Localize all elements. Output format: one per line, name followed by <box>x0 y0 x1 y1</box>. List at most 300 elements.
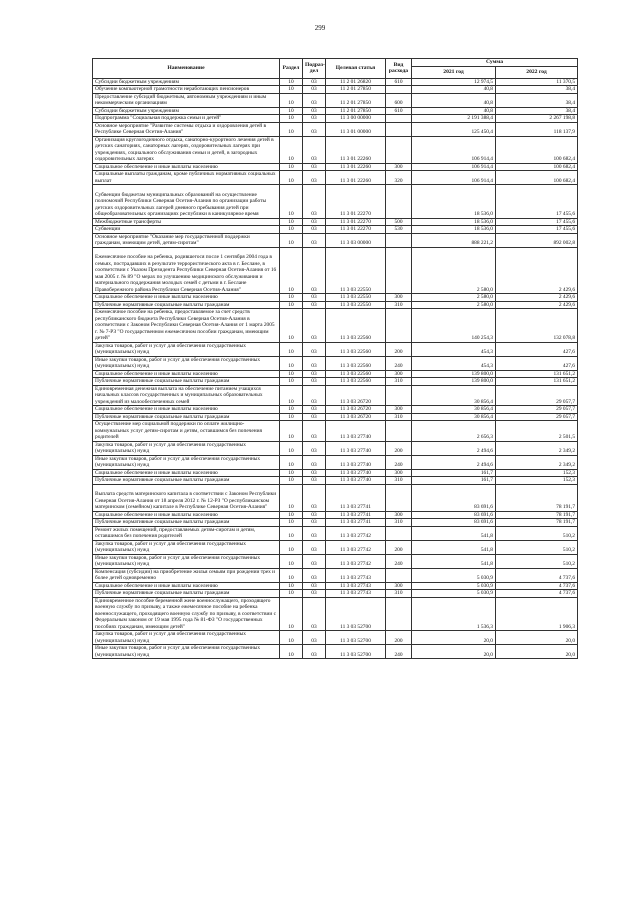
cell-razdel: 10 <box>280 568 303 582</box>
cell-sum-2022: 78 191,7 <box>496 519 578 527</box>
header-expense-type: Вид расхода <box>386 59 412 79</box>
cell-name: Организация круглогодичного отдыха, санаторно-курортного лечения детей в детских санаториях, санаторных лагерях, оздоровительных лагерях при учреждениях, социального обслуживания семьи и детей, в загородных оздоровительных лагерях <box>93 136 280 163</box>
cell-razdel: 10 <box>280 356 303 370</box>
cell-name: Основное мероприятие "Развитие системы отдыха и оздоровления детей в Республике Северная Осетия-Алания" <box>93 122 280 136</box>
cell-name: Обучение компьютерной грамотности неработающих пенсионеров <box>93 86 280 94</box>
cell-sum-2022: 100 682,4 <box>496 136 578 163</box>
cell-sum-2022: 152,3 <box>496 477 578 485</box>
cell-name: Социальное обеспечение и иные выплаты населению <box>93 370 280 378</box>
cell-expense-type: 200 <box>386 631 412 645</box>
cell-razdel: 10 <box>280 477 303 485</box>
header-year-2021: 2021 год <box>412 66 496 78</box>
cell-sum-2021: 83 691,6 <box>412 511 496 519</box>
table-row <box>93 136 578 163</box>
cell-razdel: 10 <box>280 163 303 171</box>
table-row <box>93 455 578 469</box>
cell-name: Основное мероприятие "Оказание мер государственной поддержки гражданам, имеющим детей, детям-сиротам" <box>93 233 280 247</box>
cell-target-article: 11 3 03 22560 <box>326 378 386 386</box>
cell-sum-2022: 118 137,9 <box>496 122 578 136</box>
cell-target-article: 11 3 03 27740 <box>326 477 386 485</box>
header-year-2022: 2022 год <box>496 66 578 78</box>
table-row <box>93 568 578 582</box>
table-row <box>93 554 578 568</box>
cell-target-article: 11 3 00 00000 <box>326 115 386 123</box>
header-podrazdel: Подраз-дел <box>303 59 326 79</box>
cell-expense-type <box>386 421 412 442</box>
cell-expense-type <box>386 309 412 343</box>
cell-name: Субсидии бюджетным учреждениям <box>93 78 280 86</box>
cell-name: Закупка товаров, работ и услуг для обеспечения государственных (муниципальных) нужд <box>93 342 280 356</box>
cell-target-article: 11 3 03 52700 <box>326 645 386 659</box>
cell-target-article: 11 3 03 27740 <box>326 441 386 455</box>
cell-expense-type: 200 <box>386 540 412 554</box>
cell-target-article: 11 3 03 26720 <box>326 413 386 421</box>
table-row <box>93 477 578 485</box>
cell-name: Субсидии бюджетным учреждениям <box>93 107 280 115</box>
cell-razdel: 10 <box>280 406 303 414</box>
header-sum: Сумма <box>412 59 578 67</box>
cell-expense-type: 300 <box>386 294 412 302</box>
cell-name: Иные закупки товаров, работ и услуг для обеспечения государственных (муниципальных) нужд <box>93 645 280 659</box>
cell-name: Субвенции <box>93 226 280 234</box>
cell-podrazdel: 03 <box>303 115 326 123</box>
table-row <box>93 115 578 123</box>
cell-expense-type: 310 <box>386 519 412 527</box>
cell-expense-type <box>386 86 412 94</box>
cell-expense-type: 300 <box>386 406 412 414</box>
table-header <box>93 59 578 79</box>
cell-sum-2022: 2 429,6 <box>496 294 578 302</box>
cell-name: Закупка товаров, работ и услуг для обеспечения государственных (муниципальных) нужд <box>93 441 280 455</box>
cell-sum-2022: 17 455,6 <box>496 218 578 226</box>
cell-podrazdel: 03 <box>303 645 326 659</box>
cell-razdel: 10 <box>280 309 303 343</box>
cell-sum-2021: 2 656,3 <box>412 421 496 442</box>
table-row <box>93 86 578 94</box>
cell-razdel: 10 <box>280 115 303 123</box>
cell-sum-2022: 2 501,5 <box>496 421 578 442</box>
cell-sum-2022: 427,6 <box>496 356 578 370</box>
cell-podrazdel: 03 <box>303 597 326 631</box>
cell-sum-2022: 29 057,7 <box>496 406 578 414</box>
cell-razdel: 10 <box>280 185 303 219</box>
table-row <box>93 107 578 115</box>
cell-sum-2022: 78 191,7 <box>496 484 578 511</box>
cell-razdel: 10 <box>280 582 303 590</box>
cell-name: Субвенции бюджетам муниципальных образований на осуществление полномочий Республики Северная Осетия-Алания по организации работы детских оздоровительных лагерей дневного пребывания детей при общеобразовательных организациях республики в каникулярное время <box>93 185 280 219</box>
cell-name: Единовременное пособие беременной жене военнослужащего, проходящего военную службу по призыву, а также ежемесячное пособие на ребенка военнослужащего, проходящего военную службу по призыву, в соответствии с Федеральным законом от 19 мая 1995 года № 81-ФЗ "О государственных пособиях гражданам, имеющим детей" <box>93 597 280 631</box>
table-row <box>93 582 578 590</box>
cell-podrazdel: 03 <box>303 93 326 107</box>
cell-razdel: 10 <box>280 301 303 309</box>
header-name: Наименование <box>93 59 280 79</box>
cell-expense-type <box>386 597 412 631</box>
cell-sum-2022: 132 078,8 <box>496 309 578 343</box>
cell-name: Компенсация (субсидии) на приобретение жилья семьям при рождении трех и более детей одновременно <box>93 568 280 582</box>
cell-sum-2022: 4 737,6 <box>496 582 578 590</box>
cell-sum-2022: 29 057,7 <box>496 385 578 406</box>
cell-razdel: 10 <box>280 294 303 302</box>
cell-target-article: 11 2 01 27850 <box>326 93 386 107</box>
cell-podrazdel: 03 <box>303 342 326 356</box>
cell-sum-2022: 38,4 <box>496 86 578 94</box>
cell-sum-2022: 1 906,3 <box>496 597 578 631</box>
cell-sum-2021: 2 191 388,4 <box>412 115 496 123</box>
cell-target-article: 11 3 03 27740 <box>326 455 386 469</box>
cell-razdel: 10 <box>280 413 303 421</box>
cell-podrazdel: 03 <box>303 233 326 247</box>
cell-name: Осуществление мер социальной поддержки по оплате жилищно-коммунальных услуг детям-сиротам и детям, оставшимся без попечения родителей <box>93 421 280 442</box>
cell-name: Иные закупки товаров, работ и услуг для обеспечения государственных (муниципальных) нужд <box>93 356 280 370</box>
cell-target-article: 11 3 03 27741 <box>326 511 386 519</box>
cell-razdel: 10 <box>280 421 303 442</box>
cell-sum-2021: 2 580,0 <box>412 301 496 309</box>
cell-razdel: 10 <box>280 86 303 94</box>
cell-name: Единовременная денежная выплата на обеспечение питанием учащихся начальных классов государственных и муниципальных образовательных учреждений из малообеспеченных семей <box>93 385 280 406</box>
cell-target-article: 11 3 03 00000 <box>326 233 386 247</box>
cell-razdel: 10 <box>280 455 303 469</box>
cell-target-article: 11 3 03 22560 <box>326 342 386 356</box>
cell-sum-2022: 2 349,2 <box>496 455 578 469</box>
table-row <box>93 511 578 519</box>
table-row <box>93 247 578 294</box>
header-target-article: Целевая статья <box>326 59 386 79</box>
table-row <box>93 370 578 378</box>
cell-expense-type: 310 <box>386 378 412 386</box>
cell-expense-type: 200 <box>386 342 412 356</box>
cell-sum-2021: 30 856,4 <box>412 385 496 406</box>
cell-sum-2022: 510,2 <box>496 554 578 568</box>
cell-expense-type <box>386 122 412 136</box>
cell-name: Межбюджетные трансферты <box>93 218 280 226</box>
cell-sum-2022: 427,6 <box>496 342 578 356</box>
cell-razdel: 10 <box>280 226 303 234</box>
cell-target-article: 11 3 03 22550 <box>326 294 386 302</box>
cell-target-article: 11 3 03 27740 <box>326 421 386 442</box>
cell-razdel: 10 <box>280 441 303 455</box>
cell-name: Выплата средств материнского капитала в соответствии с Законом Республики Северная Осетия-Алания от 18 апреля 2012 г. № 12-РЗ "О республиканском материнском (семейном) капитале в Республике Северная Осетия-Алания" <box>93 484 280 511</box>
cell-expense-type: 610 <box>386 78 412 86</box>
cell-expense-type: 320 <box>386 171 412 185</box>
cell-sum-2021: 2 580,0 <box>412 294 496 302</box>
cell-razdel: 10 <box>280 554 303 568</box>
cell-podrazdel: 03 <box>303 631 326 645</box>
cell-target-article: 11 2 01 27850 <box>326 107 386 115</box>
cell-expense-type: 310 <box>386 477 412 485</box>
cell-name: Ежемесячное пособие на ребенка, предоставляемое за счет средств республиканского бюджета Республики Северная Осетия-Алания в соответствии с Законом Республики Северная Осетия-Алания от 1 марта 2005 г. № 7-РЗ "О государственном ежемесячном пособии гражданам, имеющим детей" <box>93 309 280 343</box>
table-row <box>93 342 578 356</box>
table-row <box>93 519 578 527</box>
cell-target-article: 11 3 01 22260 <box>326 163 386 171</box>
cell-name: Социальное обеспечение и иные выплаты населению <box>93 406 280 414</box>
cell-expense-type: 200 <box>386 441 412 455</box>
cell-sum-2021: 106 914,4 <box>412 163 496 171</box>
cell-sum-2021: 161,7 <box>412 477 496 485</box>
cell-sum-2021: 40,8 <box>412 93 496 107</box>
cell-razdel: 10 <box>280 122 303 136</box>
cell-name: Ремонт жилых помещений, предоставляемых детям-сиротам и детям, оставшимся без попечения родителей <box>93 526 280 540</box>
cell-expense-type <box>386 568 412 582</box>
page-number: 299 <box>314 24 326 32</box>
table-row <box>93 294 578 302</box>
cell-podrazdel: 03 <box>303 526 326 540</box>
cell-expense-type <box>386 526 412 540</box>
cell-sum-2021: 140 254,3 <box>412 309 496 343</box>
table-row <box>93 309 578 343</box>
cell-target-article: 11 3 03 27742 <box>326 554 386 568</box>
cell-sum-2022: 100 682,4 <box>496 171 578 185</box>
cell-sum-2022: 131 651,2 <box>496 378 578 386</box>
cell-expense-type: 240 <box>386 356 412 370</box>
cell-razdel: 10 <box>280 342 303 356</box>
cell-podrazdel: 03 <box>303 413 326 421</box>
cell-podrazdel: 03 <box>303 519 326 527</box>
cell-target-article: 11 3 03 27743 <box>326 590 386 598</box>
cell-sum-2021: 106 914,4 <box>412 136 496 163</box>
cell-expense-type <box>386 385 412 406</box>
cell-podrazdel: 03 <box>303 136 326 163</box>
cell-target-article: 11 3 03 22560 <box>326 370 386 378</box>
cell-target-article: 11 3 01 22270 <box>326 185 386 219</box>
cell-razdel: 10 <box>280 484 303 511</box>
cell-sum-2021: 20,0 <box>412 645 496 659</box>
cell-podrazdel: 03 <box>303 185 326 219</box>
cell-target-article: 11 3 01 22270 <box>326 218 386 226</box>
cell-podrazdel: 03 <box>303 406 326 414</box>
cell-sum-2021: 18 536,0 <box>412 218 496 226</box>
cell-target-article: 11 3 03 27742 <box>326 540 386 554</box>
cell-sum-2022: 11 370,5 <box>496 78 578 86</box>
cell-podrazdel: 03 <box>303 477 326 485</box>
cell-name: Публичные нормативные социальные выплаты гражданам <box>93 378 280 386</box>
cell-sum-2021: 2 494,6 <box>412 441 496 455</box>
cell-sum-2021: 83 691,6 <box>412 519 496 527</box>
cell-sum-2022: 38,4 <box>496 107 578 115</box>
cell-sum-2021: 5 030,9 <box>412 582 496 590</box>
cell-sum-2021: 2 494,6 <box>412 455 496 469</box>
cell-target-article: 11 3 03 27743 <box>326 582 386 590</box>
cell-expense-type <box>386 136 412 163</box>
cell-name: Социальное обеспечение и иные выплаты населению <box>93 511 280 519</box>
cell-name: Социальное обеспечение и иные выплаты населению <box>93 163 280 171</box>
table-row <box>93 484 578 511</box>
cell-razdel: 10 <box>280 645 303 659</box>
cell-sum-2021: 12 974,5 <box>412 78 496 86</box>
cell-expense-type: 240 <box>386 645 412 659</box>
cell-sum-2021: 541,8 <box>412 554 496 568</box>
cell-sum-2021: 5 030,9 <box>412 568 496 582</box>
cell-expense-type: 310 <box>386 301 412 309</box>
cell-razdel: 10 <box>280 247 303 294</box>
cell-razdel: 10 <box>280 93 303 107</box>
cell-expense-type: 310 <box>386 590 412 598</box>
cell-podrazdel: 03 <box>303 294 326 302</box>
cell-expense-type: 530 <box>386 226 412 234</box>
cell-target-article: 11 3 03 26720 <box>326 406 386 414</box>
table-row <box>93 93 578 107</box>
cell-sum-2022: 2 429,6 <box>496 301 578 309</box>
cell-target-article: 11 2 01 26820 <box>326 78 386 86</box>
cell-podrazdel: 03 <box>303 455 326 469</box>
cell-razdel: 10 <box>280 540 303 554</box>
cell-target-article: 11 3 03 22550 <box>326 301 386 309</box>
cell-sum-2022: 17 455,6 <box>496 226 578 234</box>
cell-name: Публичные нормативные социальные выплаты гражданам <box>93 413 280 421</box>
cell-podrazdel: 03 <box>303 86 326 94</box>
cell-expense-type: 240 <box>386 554 412 568</box>
cell-podrazdel: 03 <box>303 107 326 115</box>
cell-name: Предоставление субсидий бюджетным, автономным учреждениям и иным некоммерческим организациям <box>93 93 280 107</box>
cell-name: Социальное обеспечение и иные выплаты населению <box>93 582 280 590</box>
cell-sum-2022: 17 455,6 <box>496 185 578 219</box>
cell-target-article: 11 3 03 27743 <box>326 568 386 582</box>
table-row <box>93 631 578 645</box>
cell-sum-2021: 161,7 <box>412 469 496 477</box>
table-row <box>93 413 578 421</box>
cell-sum-2022: 100 682,4 <box>496 163 578 171</box>
cell-target-article: 11 3 01 22260 <box>326 136 386 163</box>
cell-name: Социальное обеспечение и иные выплаты населению <box>93 294 280 302</box>
cell-target-article: 11 3 03 27741 <box>326 484 386 511</box>
cell-target-article: 11 3 03 52700 <box>326 631 386 645</box>
cell-expense-type: 310 <box>386 413 412 421</box>
cell-expense-type <box>386 233 412 247</box>
cell-razdel: 10 <box>280 378 303 386</box>
cell-podrazdel: 03 <box>303 301 326 309</box>
table-row <box>93 469 578 477</box>
cell-sum-2022: 131 651,2 <box>496 370 578 378</box>
table-row <box>93 218 578 226</box>
cell-sum-2021: 139 800,0 <box>412 378 496 386</box>
cell-expense-type: 240 <box>386 455 412 469</box>
cell-razdel: 10 <box>280 136 303 163</box>
cell-sum-2022: 20,0 <box>496 645 578 659</box>
cell-expense-type: 300 <box>386 582 412 590</box>
cell-target-article: 11 3 03 22560 <box>326 309 386 343</box>
cell-podrazdel: 03 <box>303 421 326 442</box>
cell-name: Публичные нормативные социальные выплаты гражданам <box>93 477 280 485</box>
table-row <box>93 226 578 234</box>
cell-name: Публичные нормативные социальные выплаты гражданам <box>93 519 280 527</box>
table-row <box>93 78 578 86</box>
cell-expense-type: 500 <box>386 218 412 226</box>
cell-sum-2021: 106 914,4 <box>412 171 496 185</box>
cell-expense-type <box>386 115 412 123</box>
cell-sum-2021: 5 030,9 <box>412 590 496 598</box>
cell-podrazdel: 03 <box>303 590 326 598</box>
cell-podrazdel: 03 <box>303 122 326 136</box>
cell-podrazdel: 03 <box>303 582 326 590</box>
cell-sum-2021: 454,3 <box>412 342 496 356</box>
table-row <box>93 441 578 455</box>
cell-razdel: 10 <box>280 631 303 645</box>
cell-expense-type: 300 <box>386 163 412 171</box>
table-row <box>93 421 578 442</box>
cell-target-article: 11 3 03 22560 <box>326 356 386 370</box>
cell-sum-2021: 541,8 <box>412 526 496 540</box>
table-row <box>93 233 578 247</box>
cell-podrazdel: 03 <box>303 441 326 455</box>
cell-sum-2022: 152,3 <box>496 469 578 477</box>
cell-razdel: 10 <box>280 107 303 115</box>
table-row <box>93 385 578 406</box>
cell-razdel: 10 <box>280 370 303 378</box>
table-body <box>93 78 578 659</box>
cell-target-article: 11 3 03 22550 <box>326 247 386 294</box>
cell-podrazdel: 03 <box>303 226 326 234</box>
cell-podrazdel: 03 <box>303 540 326 554</box>
cell-podrazdel: 03 <box>303 247 326 294</box>
cell-name: Иные закупки товаров, работ и услуг для обеспечения государственных (муниципальных) нужд <box>93 455 280 469</box>
cell-name: Социальные выплаты гражданам, кроме публичных нормативных социальных выплат <box>93 171 280 185</box>
cell-name: Ежемесячное пособие на ребенка, родившегося после 1 сентября 2004 года в семьях, пострадавших в результате террористического акта в г. Беслане, в соответствии с Указом Президента Республики Северная Осетия-Алания от 16 мая 2005 г. № 89 "О мерах по улучшению медицинского обслуживания и материального поддержания молодых семей с детьми в г. Беслане Правобережного района Республики Северная Осетия-Алания" <box>93 247 280 294</box>
cell-sum-2021: 30 856,4 <box>412 406 496 414</box>
cell-name: Закупка товаров, работ и услуг для обеспечения государственных (муниципальных) нужд <box>93 540 280 554</box>
table-row <box>93 122 578 136</box>
cell-expense-type <box>386 185 412 219</box>
table-row <box>93 185 578 219</box>
cell-razdel: 10 <box>280 590 303 598</box>
cell-razdel: 10 <box>280 218 303 226</box>
cell-sum-2022: 2 429,6 <box>496 247 578 294</box>
cell-sum-2022: 4 737,6 <box>496 568 578 582</box>
cell-sum-2021: 2 580,0 <box>412 247 496 294</box>
cell-sum-2021: 18 536,0 <box>412 185 496 219</box>
cell-razdel: 10 <box>280 597 303 631</box>
cell-sum-2021: 40,8 <box>412 86 496 94</box>
cell-sum-2021: 454,3 <box>412 356 496 370</box>
cell-target-article: 11 3 01 22260 <box>326 171 386 185</box>
cell-target-article: 11 3 01 00000 <box>326 122 386 136</box>
cell-name: Иные закупки товаров, работ и услуг для обеспечения государственных (муниципальных) нужд <box>93 554 280 568</box>
cell-podrazdel: 03 <box>303 385 326 406</box>
cell-razdel: 10 <box>280 171 303 185</box>
cell-expense-type: 300 <box>386 469 412 477</box>
cell-sum-2022: 892 002,8 <box>496 233 578 247</box>
cell-target-article: 11 2 01 27850 <box>326 86 386 94</box>
cell-name: Закупка товаров, работ и услуг для обеспечения государственных (муниципальных) нужд <box>93 631 280 645</box>
cell-target-article: 11 3 03 27741 <box>326 519 386 527</box>
cell-sum-2022: 2 349,2 <box>496 441 578 455</box>
cell-target-article: 11 3 03 52700 <box>326 597 386 631</box>
cell-podrazdel: 03 <box>303 484 326 511</box>
cell-name: Публичные нормативные социальные выплаты гражданам <box>93 590 280 598</box>
cell-sum-2021: 1 536,3 <box>412 597 496 631</box>
cell-sum-2022: 38,4 <box>496 93 578 107</box>
cell-podrazdel: 03 <box>303 218 326 226</box>
cell-sum-2022: 510,2 <box>496 526 578 540</box>
table-row <box>93 171 578 185</box>
cell-sum-2021: 139 800,0 <box>412 370 496 378</box>
cell-sum-2021: 888 221,2 <box>412 233 496 247</box>
header-razdel: Раздел <box>280 59 303 79</box>
cell-razdel: 10 <box>280 511 303 519</box>
cell-target-article: 11 3 03 26720 <box>326 385 386 406</box>
cell-razdel: 10 <box>280 526 303 540</box>
cell-sum-2021: 18 536,0 <box>412 226 496 234</box>
table-row <box>93 406 578 414</box>
cell-sum-2022: 29 057,7 <box>496 413 578 421</box>
table-row <box>93 526 578 540</box>
table-row <box>93 378 578 386</box>
cell-podrazdel: 03 <box>303 78 326 86</box>
cell-expense-type <box>386 247 412 294</box>
cell-sum-2021: 125 450,4 <box>412 122 496 136</box>
cell-expense-type: 300 <box>386 511 412 519</box>
table-row <box>93 590 578 598</box>
cell-sum-2021: 30 856,4 <box>412 413 496 421</box>
cell-podrazdel: 03 <box>303 309 326 343</box>
